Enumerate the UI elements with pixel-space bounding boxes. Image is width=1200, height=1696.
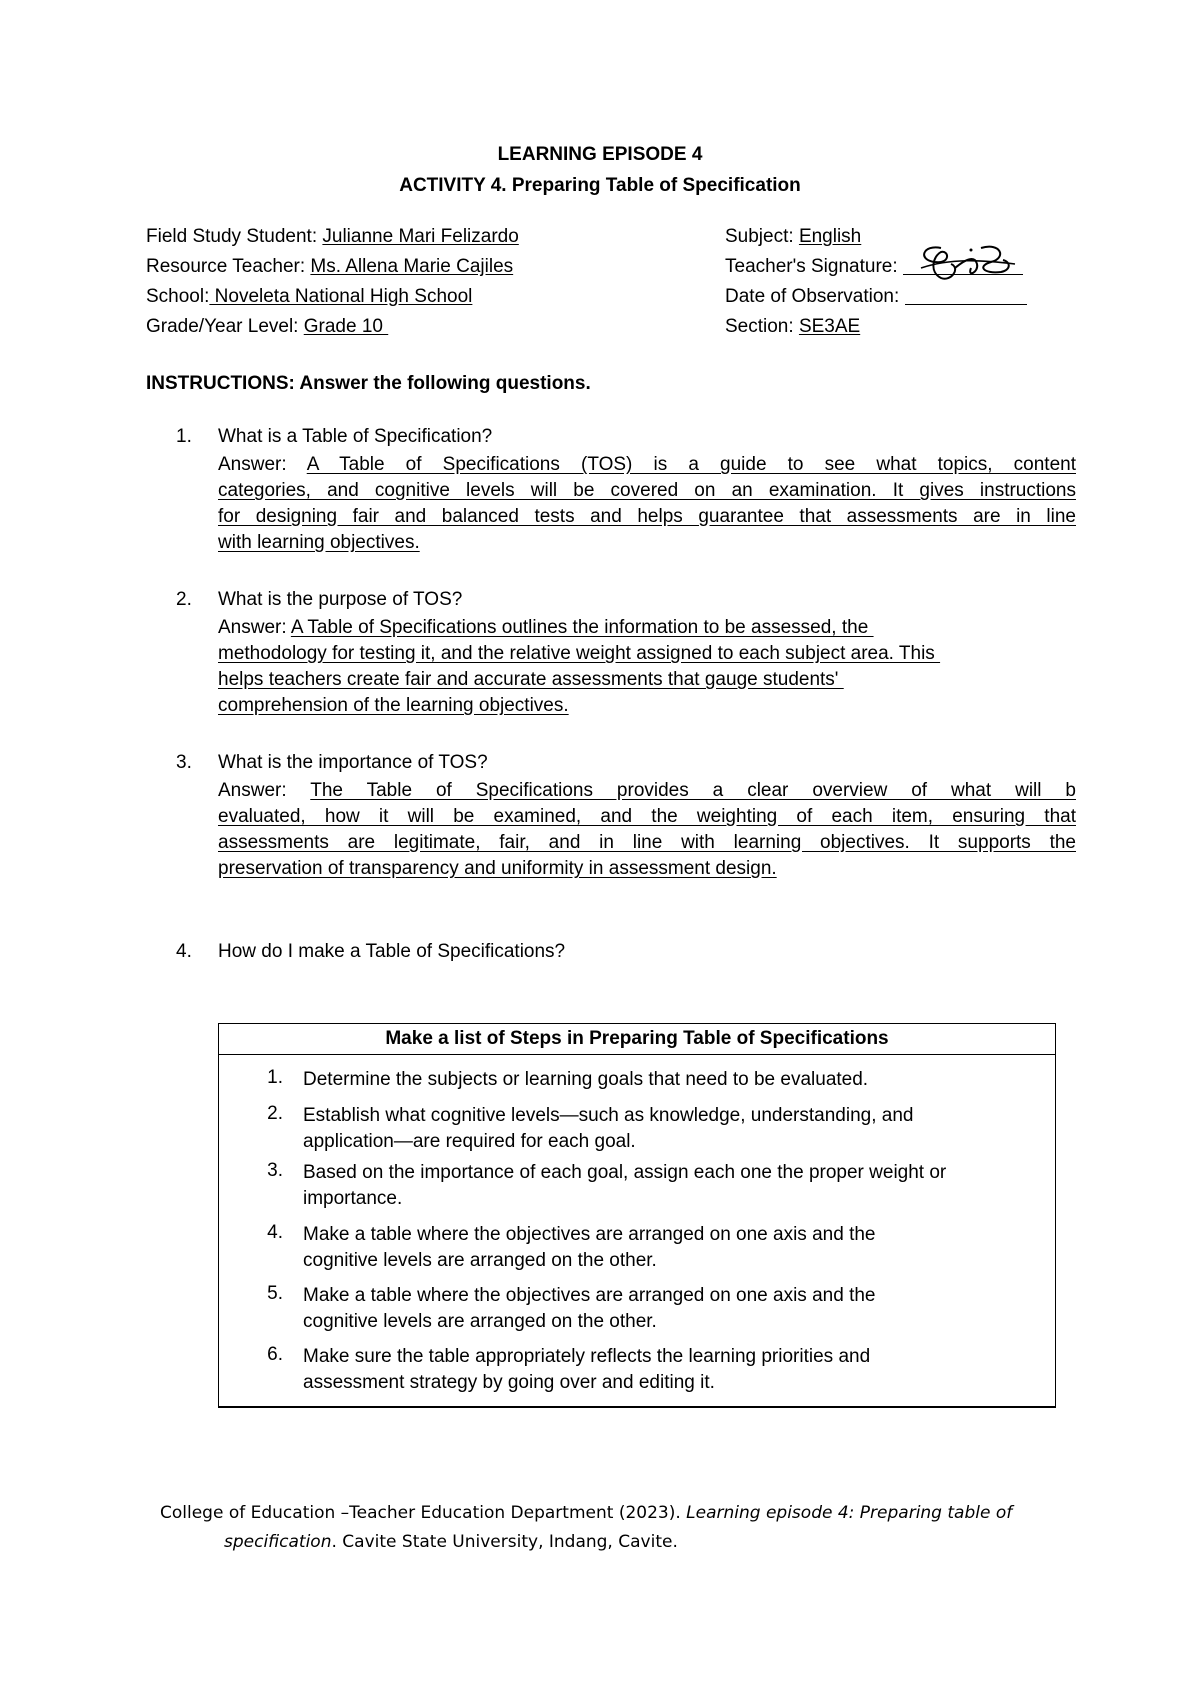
step-number: 6. (267, 1344, 283, 1365)
step-number: 2. (267, 1103, 283, 1124)
citation-publisher: . Cavite State University, Indang, Cavite. (331, 1532, 678, 1552)
step-text-line: Based on the importance of each goal, assign each one the proper weight or (303, 1162, 947, 1183)
step-text (303, 1067, 1053, 1093)
answer-line (218, 530, 1076, 556)
grade-value: Grade 10 (303, 316, 389, 337)
step-number: 3. (267, 1160, 283, 1181)
answer-line (218, 856, 1076, 882)
step-text-line: Make a table where the objectives are arranged on one axis and the (303, 1285, 876, 1306)
step-text-line: application—are required for each goal. (303, 1131, 636, 1152)
steps-table (218, 1023, 1056, 1408)
answer-line (218, 667, 1076, 693)
grade-label: Grade/Year Level: (146, 316, 304, 337)
signature-line (903, 256, 1023, 275)
grade-field (146, 316, 388, 338)
school-field (146, 286, 472, 308)
step-text-line: assessment strategy by going over and editing it. (303, 1372, 715, 1393)
step-text-line: Make sure the table appropriately reflects the learning priorities and (303, 1346, 871, 1367)
resource-teacher-field (146, 256, 513, 278)
citation-title-cont: specification (224, 1532, 332, 1552)
question-text: What is the purpose of TOS? (218, 589, 463, 610)
citation-line-2 (224, 1532, 678, 1552)
school-label: School: (146, 286, 210, 307)
signature-label: Teacher's Signature: (725, 256, 903, 277)
answer-label: Answer: (218, 780, 311, 801)
step-text-line: Make a table where the objectives are arranged on one axis and the (303, 1224, 876, 1245)
question-number: 1. (176, 426, 192, 447)
answer-text: A Table of Specifications (TOS) is a guide to see what topics, content (306, 454, 1076, 475)
answer-text: preservation of transparency and uniformity in assessment design. (218, 858, 777, 879)
activity-subtitle: ACTIVITY 4. Preparing Table of Specification (399, 175, 801, 196)
step-number: 4. (267, 1222, 283, 1243)
school-value: Noveleta National High School (209, 286, 473, 307)
step-text (303, 1160, 1053, 1212)
signature-field (725, 256, 1023, 278)
question-number: 3. (176, 752, 192, 773)
answer-line (218, 778, 1076, 804)
answer-line (218, 452, 1076, 478)
answer-block (218, 452, 1076, 556)
step-number: 1. (267, 1067, 283, 1088)
section-value: SE3AE (798, 316, 861, 337)
question-text: What is a Table of Specification? (218, 426, 493, 447)
answer-line: evaluated, how it will be examined, and the weighting of each item, ensuring that (218, 806, 1076, 827)
step-text-line: cognitive levels are arranged on the other. (303, 1250, 657, 1271)
answer-text: methodology for testing it, and the relative weight assigned to each subject area. This (218, 643, 941, 664)
answer-line (218, 693, 1076, 719)
answer-line (218, 615, 1076, 641)
citation-line-1 (160, 1503, 1012, 1523)
citation-source: College of Education –Teacher Education Department (2023). (160, 1503, 687, 1523)
handwritten-signature (911, 238, 1021, 286)
answer-line (218, 641, 1076, 667)
date-blank-line (905, 286, 1027, 305)
step-text-line: Establish what cognitive levels—such as knowledge, understanding, and (303, 1105, 914, 1126)
answer-text: with learning objectives. (218, 532, 420, 553)
resource-teacher-label: Resource Teacher: (146, 256, 311, 277)
step-number: 5. (267, 1283, 283, 1304)
answer-text: comprehension of the learning objectives. (218, 695, 569, 716)
answer-label: Answer: (218, 454, 307, 475)
subject-label: Subject: (725, 226, 799, 247)
answer-block (218, 778, 1076, 882)
answer-line: categories, and cognitive levels will be covered on an examination. It gives instructions (218, 480, 1076, 501)
steps-table-heading: Make a list of Steps in Preparing Table of Specifications (219, 1024, 1055, 1055)
student-field (146, 226, 519, 248)
question-number: 2. (176, 589, 192, 610)
subject-field (725, 226, 861, 248)
answer-line: for designing fair and balanced tests and helps guarantee that assessments are in line (218, 506, 1076, 527)
date-field (725, 286, 1027, 308)
answer-text: helps teachers create fair and accurate assessments that gauge students' (218, 669, 844, 690)
resource-teacher-value: Ms. Allena Marie Cajiles (310, 256, 514, 277)
step-text-line: importance. (303, 1188, 403, 1209)
date-label: Date of Observation: (725, 286, 905, 307)
step-text-line: Determine the subjects or learning goals that need to be evaluated. (303, 1069, 869, 1090)
document-title: LEARNING EPISODE 4 (497, 144, 703, 165)
instructions: INSTRUCTIONS: Answer the following questions. (146, 373, 591, 394)
answer-text: The Table of Specifications provides a clear overview of what will b (310, 780, 1076, 801)
subject-value: English (798, 226, 862, 247)
step-text (303, 1283, 1053, 1335)
section-field (725, 316, 860, 338)
step-text (303, 1222, 1053, 1274)
question-text: What is the importance of TOS? (218, 752, 488, 773)
step-text (303, 1344, 1053, 1396)
answer-line: assessments are legitimate, fair, and in line with learning objectives. It supports the (218, 832, 1076, 853)
question-number: 4. (176, 941, 192, 962)
step-text (303, 1103, 1053, 1155)
section-label: Section: (725, 316, 799, 337)
student-label: Field Study Student: (146, 226, 323, 247)
citation-title: Learning episode 4: Preparing table of (686, 1503, 1013, 1523)
answer-text: A Table of Specifications outlines the information to be assessed, the (290, 617, 874, 638)
student-value: Julianne Mari Felizardo (322, 226, 519, 247)
answer-block (218, 615, 1076, 719)
answer-label: Answer: (218, 617, 291, 638)
question-text: How do I make a Table of Specifications? (218, 941, 566, 962)
step-text-line: cognitive levels are arranged on the other. (303, 1311, 657, 1332)
